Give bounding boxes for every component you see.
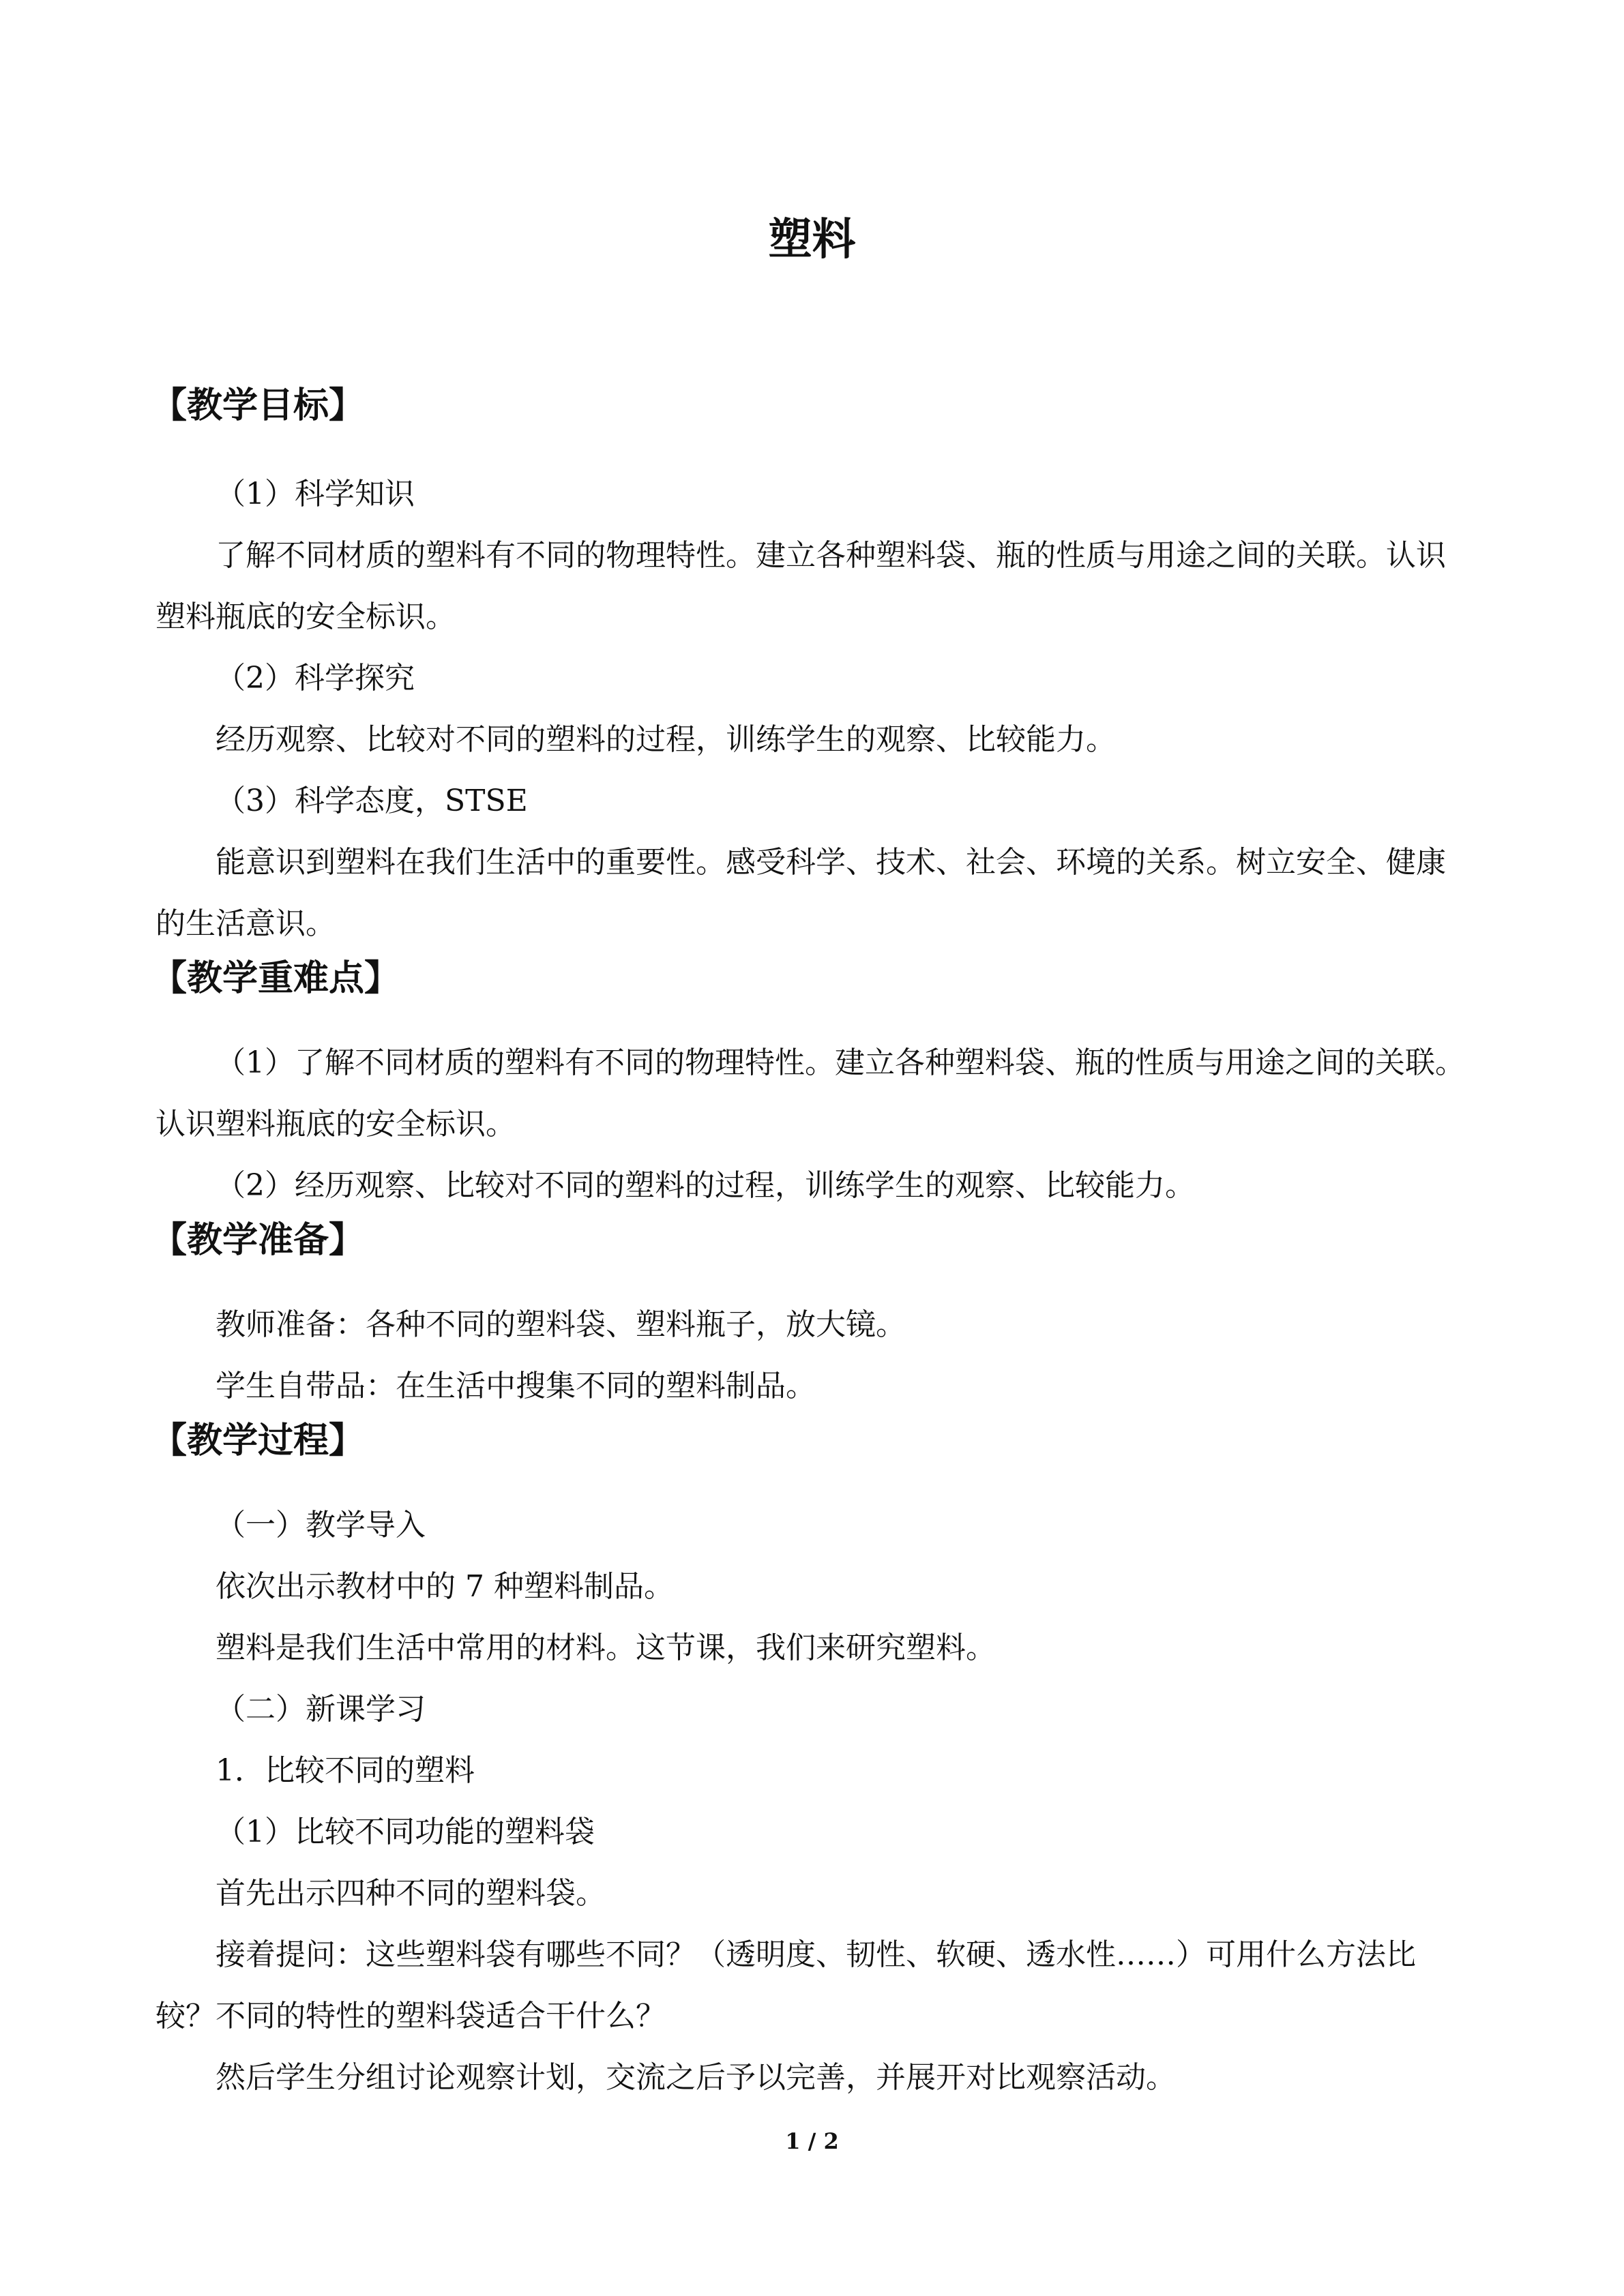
paragraph: （3）科学态度，STSE: [216, 784, 528, 818]
section-heading: 【教学目标】: [151, 385, 365, 426]
paragraph: 首先出示四种不同的塑料袋。: [216, 1876, 606, 1911]
paragraph: （一）教学导入: [216, 1508, 426, 1542]
page-title: 塑料: [768, 215, 856, 265]
section-teaching-goals: [151, 382, 1475, 955]
paragraph: 经历观察、比较对不同的塑料的过程，训练学生的观察、比较能力。: [216, 722, 1116, 757]
paragraph: 教师准备：各种不同的塑料袋、塑料瓶子，放大镜。: [216, 1307, 906, 1342]
document-body: [151, 382, 1475, 2108]
paragraph: （1）比较不同功能的塑料袋: [216, 1815, 595, 1849]
paragraph: （1）了解不同材质的塑料有不同的物理特性。建立各种塑料袋、瓶的性质与用途之间的关联。认识塑料瓶底的安全标识。: [156, 1045, 1465, 1142]
paragraph: 能意识到塑料在我们生活中的重要性。感受科学、技术、社会、环境的关系。树立安全、健康的生活意识。: [156, 845, 1446, 941]
paragraph: 然后学生分组讨论观察计划，交流之后予以完善，并展开对比观察活动。: [216, 2060, 1176, 2095]
section-teaching-process: [151, 1417, 1475, 2108]
paragraph: （1）科学知识: [216, 477, 415, 511]
section-preparation: [151, 1217, 1475, 1417]
paragraph: （2）科学探究: [216, 661, 415, 696]
paragraph: 塑料是我们生活中常用的材料。这节课，我们来研究塑料。: [216, 1630, 996, 1665]
section-heading: 【教学准备】: [151, 1220, 365, 1261]
section-heading: 【教学过程】: [151, 1420, 365, 1461]
paragraph: 学生自带品：在生活中搜集不同的塑料制品。: [216, 1369, 816, 1403]
page-number: 1 / 2: [785, 2128, 839, 2154]
paragraph: 接着提问：这些塑料袋有哪些不同？（透明度、韧性、软硬、透水性……）可用什么方法比较？不同的特性的塑料袋适合干什么？: [156, 1937, 1416, 2033]
section-key-points: [151, 955, 1475, 1217]
paragraph: 了解不同材质的塑料有不同的物理特性。建立各种塑料袋、瓶的性质与用途之间的关联。认识塑料瓶底的安全标识。: [156, 538, 1446, 634]
paragraph: 依次出示教材中的 7 种塑料制品。: [216, 1569, 674, 1604]
paragraph: 1．比较不同的塑料: [216, 1753, 475, 1788]
paragraph: （二）新课学习: [216, 1692, 426, 1727]
section-heading: 【教学重难点】: [151, 958, 400, 999]
paragraph: （2）经历观察、比较对不同的塑料的过程，训练学生的观察、比较能力。: [216, 1168, 1195, 1203]
